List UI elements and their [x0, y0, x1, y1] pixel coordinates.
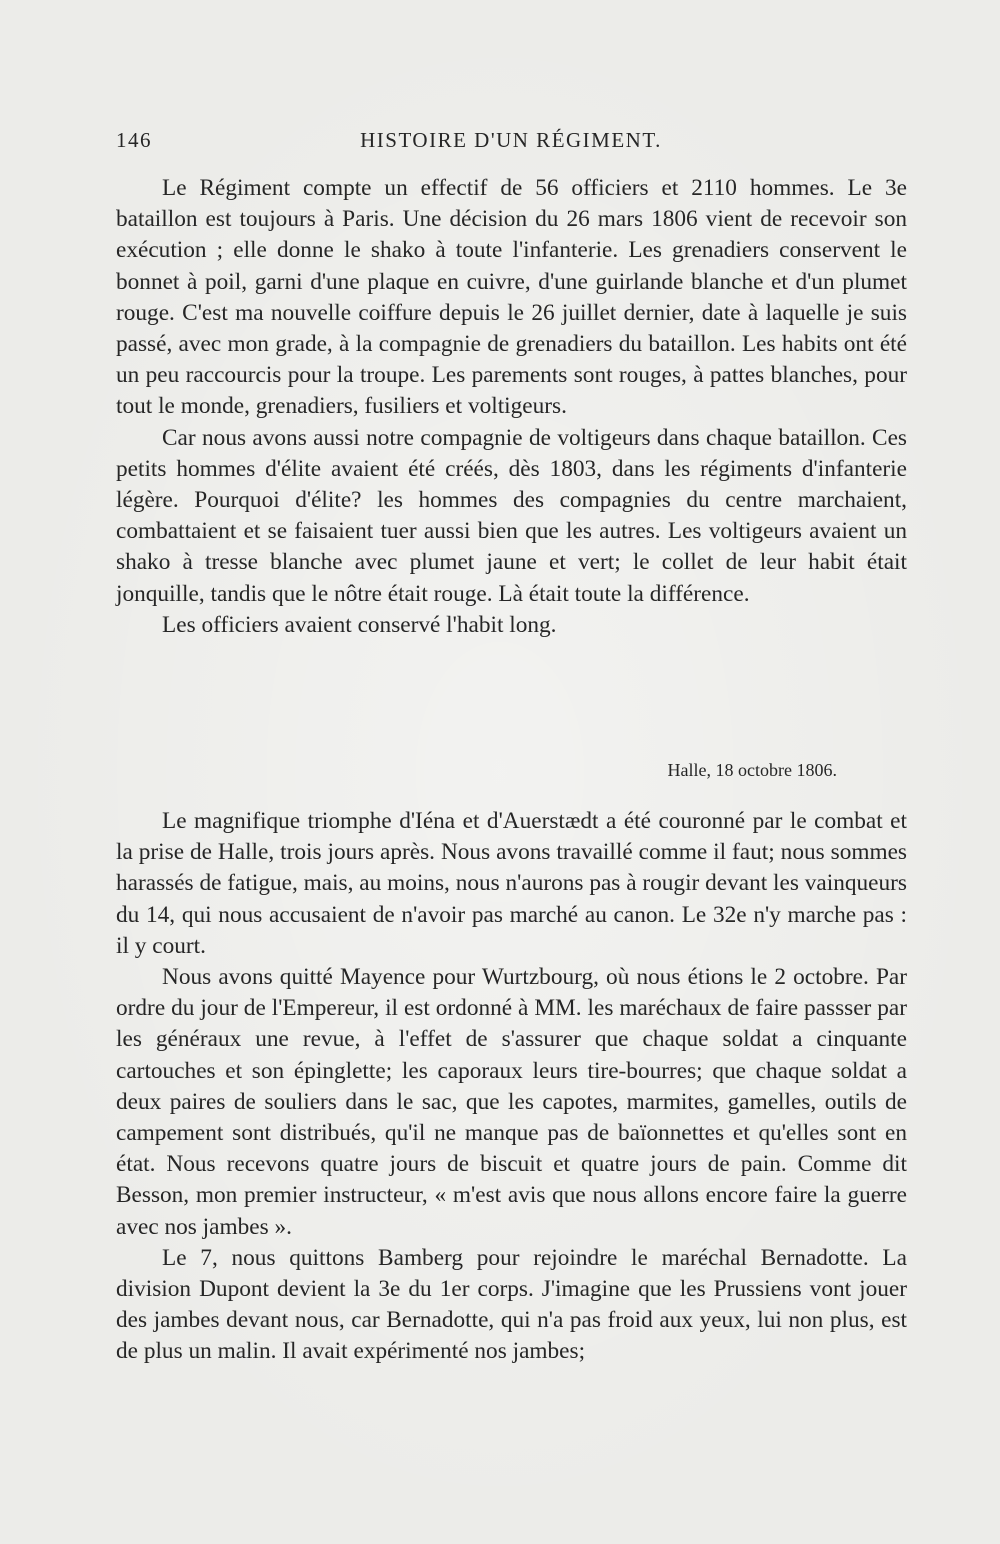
running-head [116, 128, 906, 158]
paragraph: Le Régiment compte un effectif de 56 officiers et 2110 hommes. Le 3e bataillon est toujours à Paris. Une décision du 26 mars 1806 vient de recevoir son exécution ; elle donne le shako à toute l'infanterie. Les grenadiers conservent le bonnet à poil, garni d'une plaque en cuivre, d'une guirlande blanche et d'un plumet rouge. C'est ma nouvelle coiffure depuis le 26 juillet dernier, date à laquelle je suis passé, avec mon grade, à la compagnie de grenadiers du bataillon. Les habits ont été un peu raccourcis pour la troupe. Les parements sont rouges, à pattes blanches, pour tout le monde, grenadiers, fusiliers et voltigeurs. [116, 175, 907, 420]
paragraph: Le magnifique triomphe d'Iéna et d'Auerstædt a été couronné par le combat et la prise de Halle, trois jours après. Nous avons travaillé comme il faut; nous sommes harassés de fatigue, mais, au moins, nous n'aurons pas à rougir devant les vainqueurs du 14, qui nous accusaient de n'avoir pas marché au canon. Le 32e n'y marche pas : il y court. [116, 808, 907, 959]
paragraph: Le 7, nous quittons Bamberg pour rejoindre le maréchal Bernadotte. La division Dupont devient la 3e du 1er corps. J'imagine que les Prussiens vont jouer des jambes devant nous, car Bernadotte, qui n'a pas froid aux yeux, lui non plus, est de plus un malin. Il avait expérimenté nos jambes; [116, 1244, 907, 1365]
text-block-1 [116, 173, 907, 641]
text-block-2 [116, 806, 907, 1368]
dateline: Halle, 18 octobre 1806. [667, 760, 837, 780]
paragraph: Nous avons quitté Mayence pour Wurtzbourg, où nous étions le 2 octobre. Par ordre du jour de l'Empereur, il est ordonné à MM. les maréchaux de faire passser par les généraux une revue, à l'effet de s'assurer que chaque soldat a cinquante cartouches et son épinglette; les caporaux leurs tire-bourres; que chaque soldat a deux paires de souliers dans le sac, que les capotes, marmites, gamelles, outils de campement sont distribués, qu'il ne manque pas de baïonnettes et qu'elles sont en état. Nous recevons quatre jours de biscuit et quatre jours de pain. Comme dit Besson, mon premier instructeur, « m'est avis que nous allons encore faire la guerre avec nos jambes ». [116, 964, 907, 1240]
paragraph: Les officiers avaient conservé l'habit long. [162, 611, 557, 638]
page-number: 146 [116, 128, 152, 152]
paragraph: Car nous avons aussi notre compagnie de voltigeurs dans chaque bataillon. Ces petits hommes d'élite avaient été créés, dès 1803, dans les régiments d'infanterie légère. Pourquoi d'élite? les hommes des compagnies du centre marchaient, combattaient et se faisaient tuer aussi bien que les autres. Les voltigeurs avaient un shako à tresse blanche avec plumet jaune et vert; le collet de leur habit était jonquille, tandis que le nôtre était rouge. Là était toute la différence. [116, 424, 907, 607]
running-title: HISTOIRE D'UN RÉGIMENT. [360, 128, 662, 152]
